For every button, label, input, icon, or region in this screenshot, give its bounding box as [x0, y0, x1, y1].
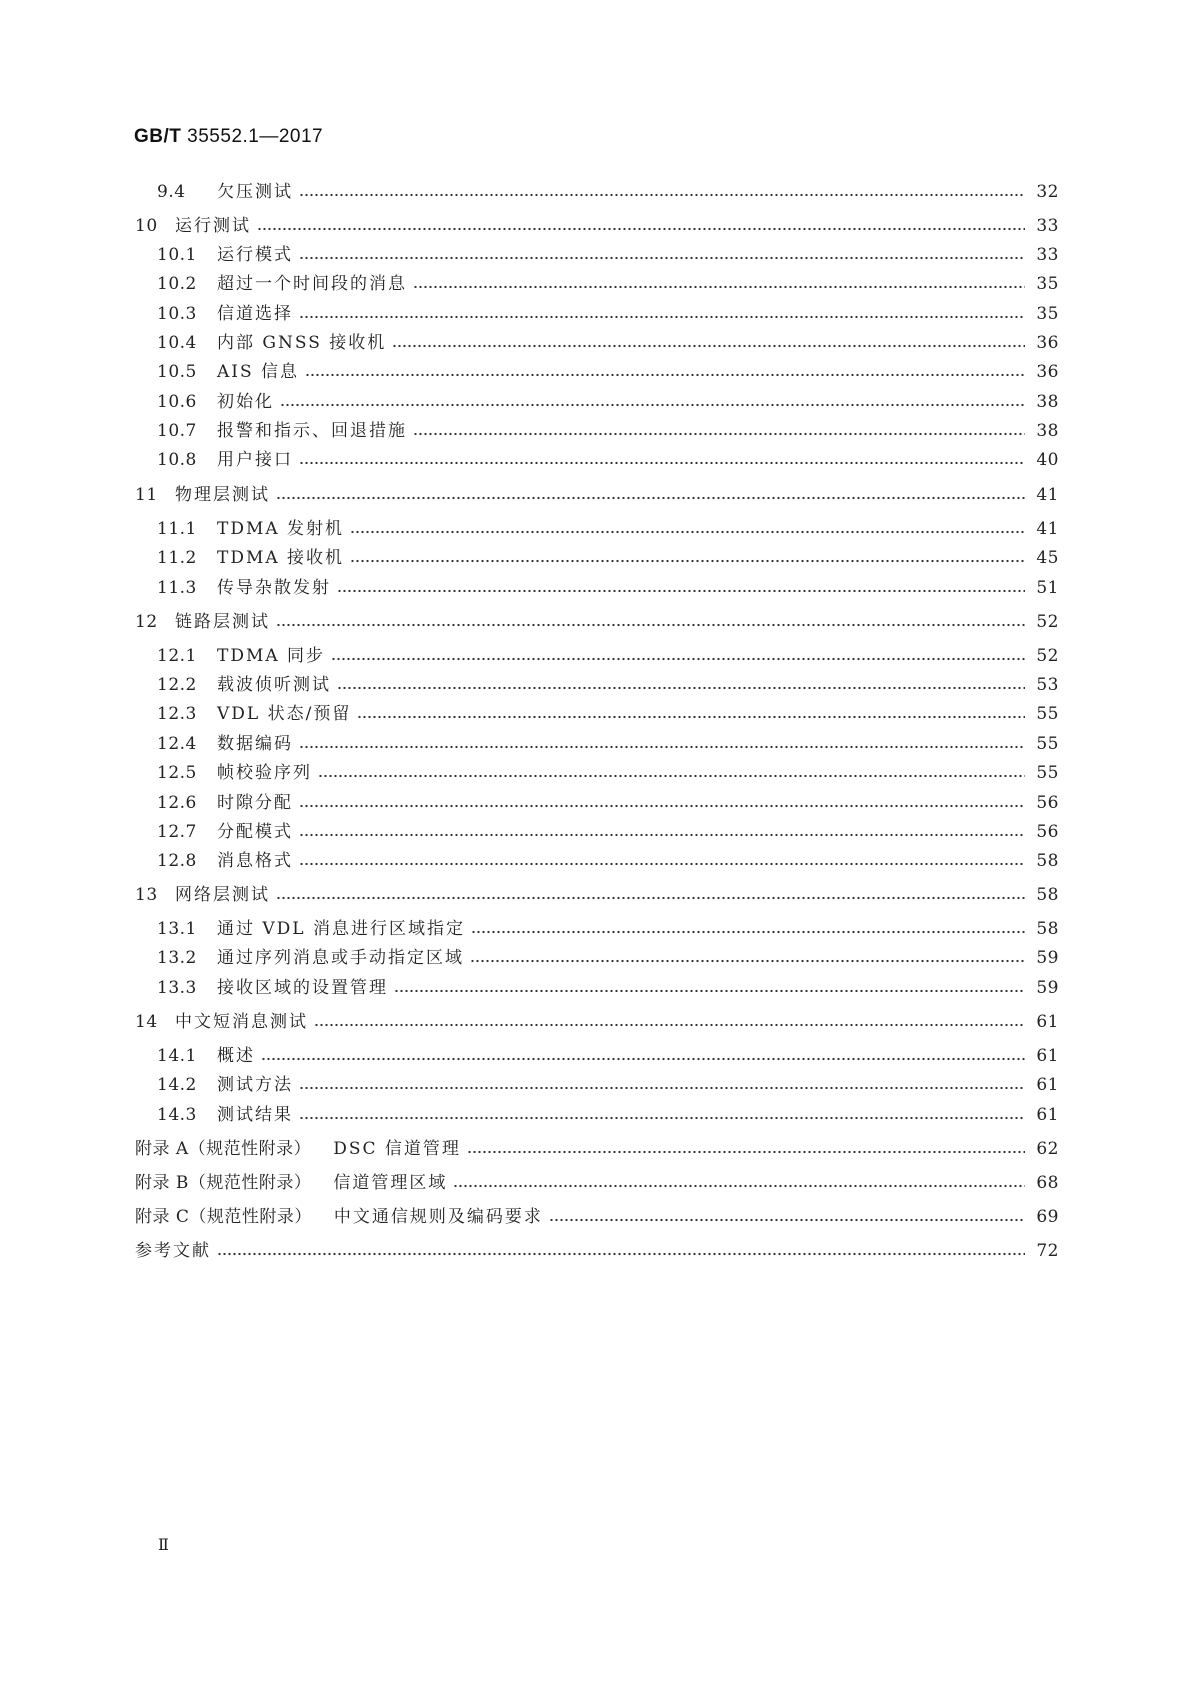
toc-entry-page: 38 — [1036, 421, 1059, 441]
toc-entry-page: 38 — [1036, 392, 1059, 412]
toc-entry-number: 12 — [135, 612, 158, 632]
standard-number: 35552.1—2017 — [187, 126, 324, 147]
toc-entry-title: 内部 GNSS 接收机 — [217, 333, 387, 353]
toc-entry-page: 59 — [1036, 978, 1059, 998]
toc-leader-dots — [280, 403, 1025, 407]
toc-entry-number: 10.1 — [157, 245, 197, 265]
toc-entry-page: 52 — [1036, 646, 1059, 666]
toc-leader-dots — [257, 227, 1025, 231]
toc-entry-title: DSC 信道管理 — [333, 1139, 461, 1159]
toc-entry-page: 41 — [1036, 485, 1059, 505]
toc-entry-title: 欠压测试 — [217, 182, 293, 202]
toc-entry[interactable] — [157, 546, 1059, 570]
toc-entry-number: 14.3 — [157, 1105, 197, 1125]
toc-entry[interactable] — [157, 448, 1059, 472]
toc-entry[interactable] — [157, 917, 1059, 941]
toc-leader-dots — [350, 559, 1025, 563]
toc-entry-title: 中文通信规则及编码要求 — [333, 1207, 543, 1227]
toc-entry-title: 帧校验序列 — [217, 763, 312, 783]
toc-entry[interactable] — [157, 673, 1059, 697]
toc-entry[interactable] — [157, 331, 1059, 355]
toc-leader-dots — [299, 804, 1025, 808]
toc-entry-number: 10.2 — [157, 274, 197, 294]
toc-entry[interactable] — [135, 1137, 1059, 1161]
toc-entry-title: AIS 信息 — [217, 362, 300, 382]
toc-entry-number: 12.6 — [157, 793, 197, 813]
toc-entry[interactable] — [157, 732, 1059, 756]
toc-entry-number: 11 — [135, 485, 158, 505]
toc-entry-page: 40 — [1036, 450, 1059, 470]
toc-entry[interactable] — [157, 761, 1059, 785]
toc-leader-dots — [392, 344, 1025, 348]
toc-entry-title: 载波侦听测试 — [217, 675, 331, 695]
standard-prefix: GB/T — [134, 126, 182, 147]
toc-entry-page: 58 — [1036, 885, 1059, 905]
toc-leader-dots — [467, 1150, 1025, 1154]
toc-entry-title: 运行测试 — [175, 216, 251, 236]
toc-leader-dots — [357, 715, 1025, 719]
toc-entry-title: 报警和指示、回退措施 — [217, 421, 407, 441]
toc-leader-dots — [299, 745, 1025, 749]
toc-entry-title: TDMA 同步 — [217, 646, 326, 666]
toc-leader-dots — [314, 1023, 1025, 1027]
toc-entry-number: 10.4 — [157, 333, 197, 353]
toc-leader-dots — [337, 686, 1025, 690]
toc-entry-number: 11.3 — [157, 578, 197, 598]
toc-entry-title: TDMA 接收机 — [217, 548, 345, 568]
toc-entry-number: 10 — [135, 216, 158, 236]
toc-entry-page: 62 — [1036, 1139, 1059, 1159]
toc-entry-number: 10.3 — [157, 304, 197, 324]
toc-entry-page: 61 — [1036, 1075, 1059, 1095]
toc-entry-title: 运行模式 — [217, 245, 293, 265]
toc-leader-dots — [453, 1184, 1025, 1188]
toc-entry-number: 11.2 — [157, 548, 197, 568]
toc-entry-number: 13 — [135, 885, 158, 905]
toc-leader-dots — [299, 833, 1025, 837]
toc-leader-dots — [470, 959, 1025, 963]
toc-leader-dots — [299, 315, 1025, 319]
toc-leader-dots — [276, 623, 1025, 627]
toc-entry-page: 58 — [1036, 851, 1059, 871]
toc-entry-title: 分配模式 — [217, 822, 293, 842]
toc-entry-title: 信道管理区域 — [333, 1173, 448, 1193]
toc-entry-number: 附录 B（规范性附录） — [135, 1173, 312, 1193]
toc-entry-number: 12.2 — [157, 675, 197, 695]
toc-entry-page: 33 — [1036, 216, 1059, 236]
toc-entry-number: 12.4 — [157, 734, 197, 754]
toc-leader-dots — [299, 1086, 1025, 1090]
toc-leader-dots — [413, 285, 1025, 289]
toc-entry[interactable] — [135, 1239, 1059, 1263]
toc-leader-dots — [305, 373, 1025, 377]
toc-entry-page: 69 — [1036, 1207, 1059, 1227]
toc-leader-dots — [299, 461, 1025, 465]
toc-entry-title: 用户接口 — [217, 450, 293, 470]
toc-entry-page: 35 — [1036, 304, 1059, 324]
toc-leader-dots — [318, 774, 1025, 778]
toc-entry-title: 测试结果 — [217, 1105, 293, 1125]
toc-entry-number: 10.8 — [157, 450, 197, 470]
toc-entry-number: 10.5 — [157, 362, 197, 382]
toc-entry-page: 61 — [1036, 1012, 1059, 1032]
toc-leader-dots — [217, 1252, 1025, 1256]
toc-entry[interactable] — [157, 849, 1059, 873]
toc-entry-title: 消息格式 — [217, 851, 293, 871]
toc-entry[interactable] — [157, 1044, 1059, 1068]
toc-entry-number: 13.2 — [157, 948, 197, 968]
toc-entry[interactable] — [157, 302, 1059, 326]
toc-entry-title: 时隙分配 — [217, 793, 293, 813]
toc-entry-page: 58 — [1036, 919, 1059, 939]
toc-entry[interactable] — [135, 610, 1059, 634]
toc-entry-page: 35 — [1036, 274, 1059, 294]
page-number: Ⅱ — [158, 1535, 169, 1554]
toc-entry-number: 12.8 — [157, 851, 197, 871]
toc-entry-title: 初始化 — [217, 392, 274, 412]
toc-entry-title: 接收区域的设置管理 — [217, 978, 388, 998]
toc-entry-title: 物理层测试 — [175, 485, 270, 505]
toc-entry[interactable] — [157, 390, 1059, 414]
toc-entry-number: 12.3 — [157, 704, 197, 724]
toc-entry-page: 56 — [1036, 793, 1059, 813]
toc-entry[interactable] — [157, 791, 1059, 815]
toc-entry-page: 68 — [1036, 1173, 1059, 1193]
toc-entry-number: 13.1 — [157, 919, 197, 939]
toc-leader-dots — [331, 657, 1025, 661]
toc-entry-page: 55 — [1036, 734, 1059, 754]
toc-leader-dots — [350, 530, 1025, 534]
toc-entry-title: 链路层测试 — [175, 612, 270, 632]
toc-leader-dots — [299, 256, 1025, 260]
toc-entry[interactable] — [157, 576, 1059, 600]
toc-entry[interactable] — [157, 360, 1059, 384]
toc-entry[interactable] — [135, 1205, 1059, 1229]
toc-entry-title: 通过序列消息或手动指定区域 — [217, 948, 464, 968]
toc-leader-dots — [337, 589, 1025, 593]
toc-entry-number: 14.1 — [157, 1046, 197, 1066]
toc-entry-number: 11.1 — [157, 519, 197, 539]
toc-leader-dots — [276, 496, 1025, 500]
toc-entry[interactable] — [135, 1010, 1059, 1034]
toc-entry[interactable] — [157, 976, 1059, 1000]
toc-entry[interactable] — [135, 214, 1059, 238]
toc-entry-title: 网络层测试 — [175, 885, 270, 905]
toc-entry-page: 36 — [1036, 333, 1059, 353]
toc-entry[interactable] — [157, 1073, 1059, 1097]
toc-leader-dots — [261, 1057, 1025, 1061]
toc-entry-number: 10.6 — [157, 392, 197, 412]
toc-entry-page: 51 — [1036, 578, 1059, 598]
standard-code-header — [134, 126, 323, 148]
toc-entry-page: 56 — [1036, 822, 1059, 842]
toc-entry-title: 测试方法 — [217, 1075, 293, 1095]
toc-entry-page: 55 — [1036, 763, 1059, 783]
toc-entry-page: 33 — [1036, 245, 1059, 265]
toc-entry-page: 72 — [1036, 1241, 1059, 1261]
toc-leader-dots — [413, 432, 1025, 436]
toc-entry-title: 通过 VDL 消息进行区域指定 — [217, 919, 466, 939]
toc-entry[interactable] — [157, 1103, 1059, 1127]
toc-leader-dots — [299, 1116, 1025, 1120]
toc-entry-title: 概述 — [217, 1046, 255, 1066]
toc-entry[interactable] — [157, 517, 1059, 541]
toc-entry[interactable] — [157, 946, 1059, 970]
toc-entry-title: 传导杂散发射 — [217, 578, 331, 598]
toc-leader-dots — [276, 896, 1025, 900]
toc-entry[interactable] — [135, 883, 1059, 907]
toc-entry[interactable] — [157, 644, 1059, 668]
toc-entry[interactable] — [157, 272, 1059, 296]
toc-leader-dots — [299, 862, 1025, 866]
toc-entry[interactable] — [157, 419, 1059, 443]
toc-entry-page: 61 — [1036, 1105, 1059, 1125]
toc-entry[interactable] — [157, 820, 1059, 844]
toc-entry-page: 32 — [1036, 182, 1059, 202]
toc-entry-number: 12.5 — [157, 763, 197, 783]
toc-entry-page: 59 — [1036, 948, 1059, 968]
toc-entry-number: 9.4 — [157, 182, 186, 202]
toc-entry-number: 附录 A（规范性附录） — [135, 1139, 312, 1159]
toc-entry-number: 14.2 — [157, 1075, 197, 1095]
toc-entry-page: 61 — [1036, 1046, 1059, 1066]
toc-entry[interactable] — [135, 483, 1059, 507]
toc-entry-title: 信道选择 — [217, 304, 293, 324]
toc-leader-dots — [394, 989, 1025, 993]
toc-entry-page: 41 — [1036, 519, 1059, 539]
toc-entry-title: VDL 状态/预留 — [217, 704, 352, 724]
toc-entry-page: 55 — [1036, 704, 1059, 724]
toc-entry-page: 36 — [1036, 362, 1059, 382]
toc-entry-number: 13.3 — [157, 978, 197, 998]
toc-entry-number: 10.7 — [157, 421, 197, 441]
toc-entry[interactable] — [157, 180, 1059, 204]
toc-entry-title: 参考文献 — [135, 1241, 211, 1261]
toc-leader-dots — [471, 930, 1025, 934]
toc-entry-title: TDMA 发射机 — [217, 519, 345, 539]
toc-entry-page: 52 — [1036, 612, 1059, 632]
toc-entry-page: 45 — [1036, 548, 1059, 568]
toc-leader-dots — [299, 193, 1025, 197]
toc-entry[interactable] — [157, 243, 1059, 267]
toc-entry[interactable] — [135, 1171, 1059, 1195]
toc-entry-number: 14 — [135, 1012, 158, 1032]
toc-entry-title: 数据编码 — [217, 734, 293, 754]
toc-entry-number: 12.7 — [157, 822, 197, 842]
toc-entry-title: 超过一个时间段的消息 — [217, 274, 407, 294]
toc-entry[interactable] — [157, 702, 1059, 726]
toc-leader-dots — [549, 1218, 1025, 1222]
toc-entry-title: 中文短消息测试 — [175, 1012, 308, 1032]
toc-entry-number: 附录 C（规范性附录） — [135, 1207, 312, 1227]
toc-entry-number: 12.1 — [157, 646, 197, 666]
toc-entry-page: 53 — [1036, 675, 1059, 695]
